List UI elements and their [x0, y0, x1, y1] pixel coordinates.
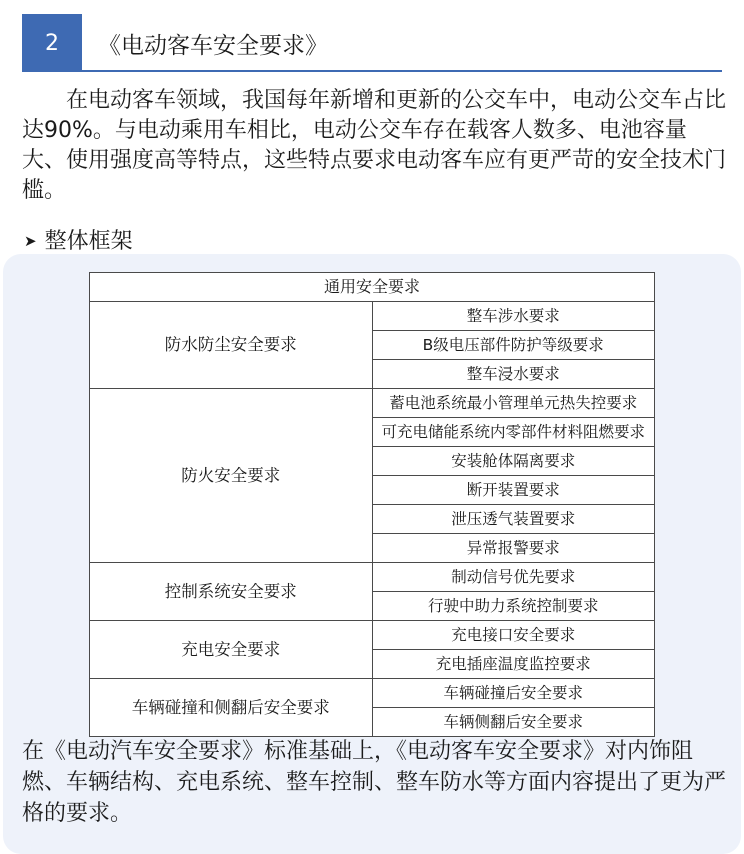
table-row	[90, 302, 655, 331]
outro-paragraph: 在《电动汽车安全要求》标准基础上，《电动客车安全要求》对内饰阻燃、车辆结构、充电系统、整车控制、整车防水等方面内容提出了更为严格的要求。	[22, 739, 727, 826]
table-row	[90, 563, 655, 592]
framework-heading	[24, 224, 133, 255]
section-title: 《电动客车安全要求》	[98, 33, 328, 59]
framework-heading-text: 整体框架	[44, 229, 133, 254]
requirement-cell: 充电插座温度监控要求	[372, 650, 655, 679]
requirement-cell: 制动信号优先要求	[372, 563, 655, 592]
requirement-cell: 蓄电池系统最小管理单元热失控要求	[372, 389, 655, 418]
requirement-cell: 充电接口安全要求	[372, 621, 655, 650]
section-divider	[22, 70, 722, 72]
intro-paragraph: 在电动客车领域，我国每年新增和更新的公交车中，电动公交车占比达90%。与电动乘用车相比，电动公交车存在载客人数多、电池容量大、使用强度高等特点，这些特点要求电动客车应有更严苛的安全技术门槛。	[22, 88, 727, 203]
table-row	[90, 621, 655, 650]
requirement-cell: 泄压透气装置要求	[372, 505, 655, 534]
category-cell: 控制系统安全要求	[90, 563, 373, 621]
general-requirement-cell: 通用安全要求	[90, 273, 655, 302]
requirement-cell: B级电压部件防护等级要求	[372, 331, 655, 360]
section-number: 2	[22, 14, 82, 72]
requirement-cell: 异常报警要求	[372, 534, 655, 563]
table-row	[90, 679, 655, 708]
requirement-cell: 行驶中助力系统控制要求	[372, 592, 655, 621]
category-cell: 防水防尘安全要求	[90, 302, 373, 389]
table-row	[90, 389, 655, 418]
requirement-cell: 安装舱体隔离要求	[372, 447, 655, 476]
requirement-cell: 可充电储能系统内零部件材料阻燃要求	[372, 418, 655, 447]
arrow-bullet-icon: ➤	[24, 232, 37, 250]
table-row	[90, 273, 655, 302]
category-cell: 防火安全要求	[90, 389, 373, 563]
section-header	[22, 14, 722, 72]
category-cell: 车辆碰撞和侧翻后安全要求	[90, 679, 373, 737]
category-cell: 充电安全要求	[90, 621, 373, 679]
requirement-cell: 整车浸水要求	[372, 360, 655, 389]
requirement-cell: 车辆侧翻后安全要求	[372, 708, 655, 737]
requirement-cell: 车辆碰撞后安全要求	[372, 679, 655, 708]
framework-table	[89, 272, 655, 737]
requirement-cell: 整车涉水要求	[372, 302, 655, 331]
requirement-cell: 断开装置要求	[372, 476, 655, 505]
